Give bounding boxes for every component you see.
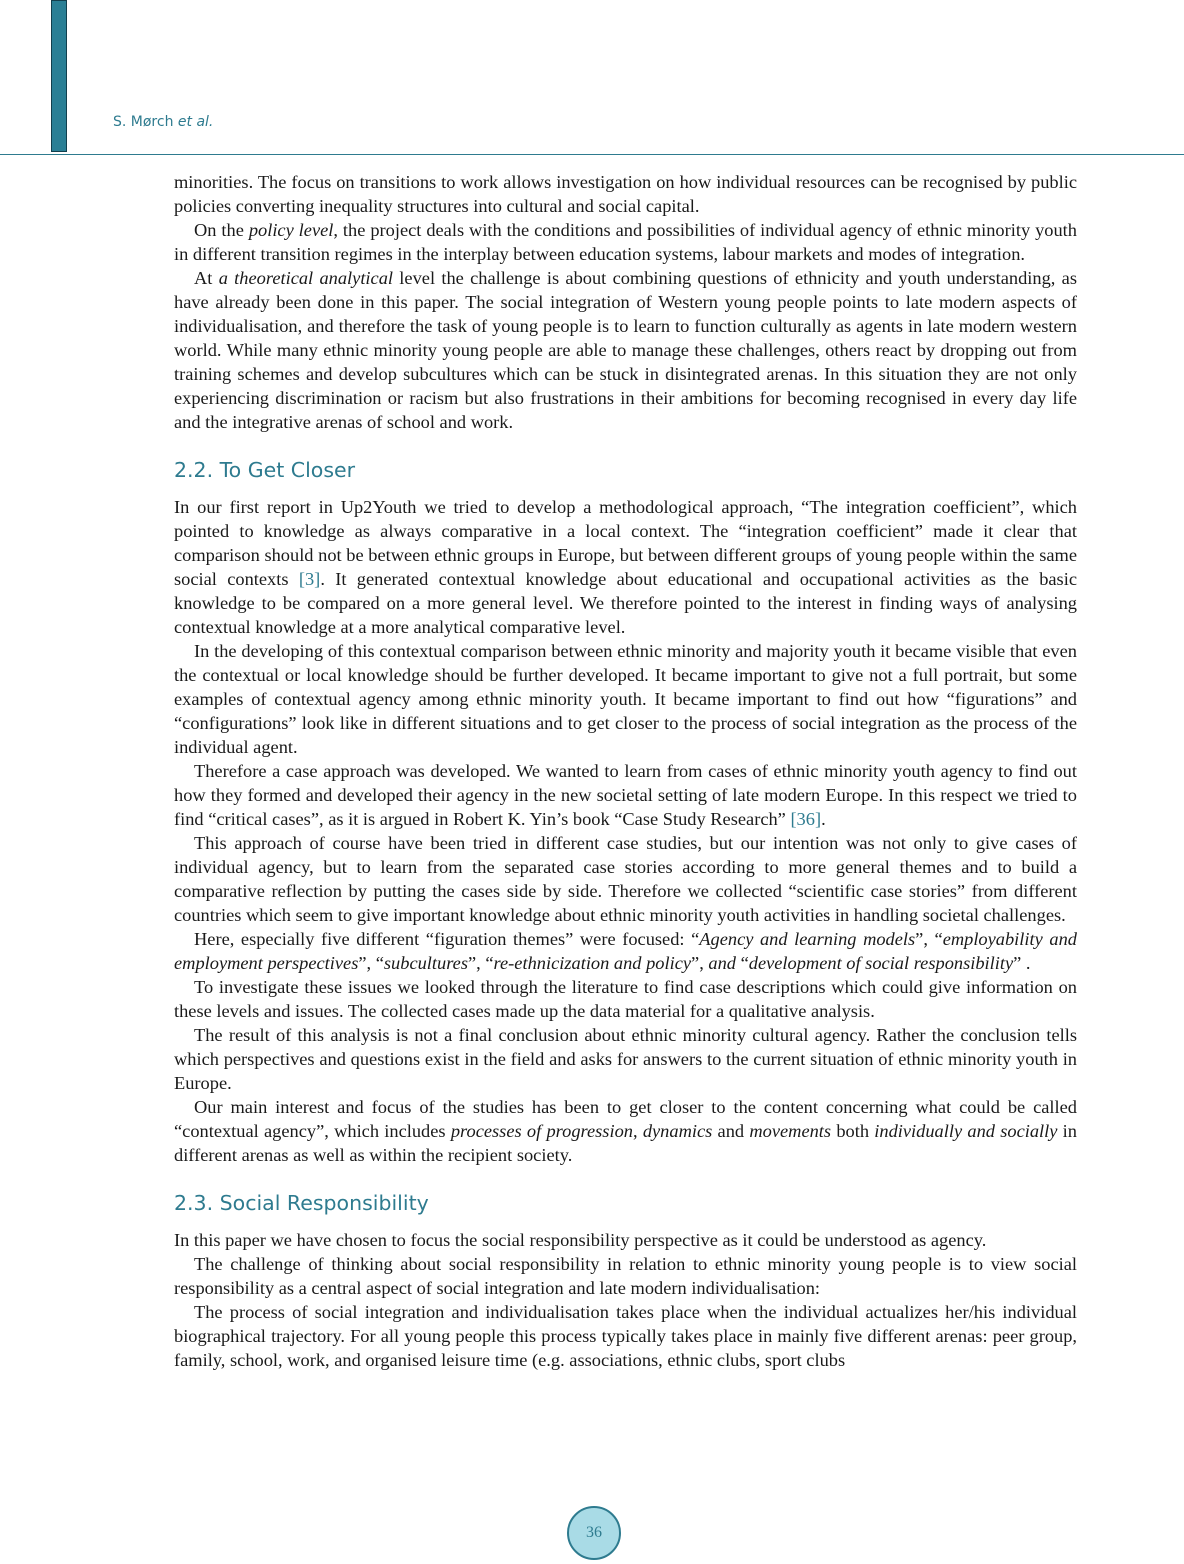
section-heading: 2.3. Social Responsibility <box>174 1191 429 1215</box>
paragraph: On the policy level, the project deals with the conditions and possibilities of individual agency of ethnic minority youth in different transition regimes in the interplay between education systems, labour markets and modes of integration. <box>174 220 1077 264</box>
header-accent-bar <box>51 0 67 152</box>
paragraph: The result of this analysis is not a final conclusion about ethnic minority cultural agency. Rather the conclusion tells which perspectives and questions exist in the field and asks for answers to the current situation of ethnic minority youth in Europe. <box>174 1025 1077 1093</box>
paragraph: In our first report in Up2Youth we tried to develop a methodological approach, “The integration coefficient”, which pointed to knowledge as always comparative in a local context. The “integration coefficient” made it clear that comparison should not be between ethnic groups in Europe, but between different groups of young people within the same social contexts [3]. It generated contextual knowledge about educational and occupational activities as the basic knowledge to be compared on a more general level. We therefore pointed to the interest in finding ways of analysing contextual knowledge at a more analytical comparative level. <box>174 497 1077 637</box>
author-name: S. Mørch <box>113 114 178 130</box>
article-body <box>174 170 1077 1372</box>
citation-link[interactable]: [3] <box>298 569 321 589</box>
paragraph: In this paper we have chosen to focus the social responsibility perspective as it could be understood as agency. <box>174 1230 987 1250</box>
header-rule <box>0 154 1184 155</box>
paragraph: At a theoretical analytical level the challenge is about combining questions of ethnicity and youth understanding, as have already been done in this paper. The social integration of Western young people points to late modern aspects of individualisation, and therefore the task of young people is to learn to function culturally as agents in late modern western world. While many ethnic minority young people are able to manage these challenges, others react by dropping out from training schemes and develop subcultures which can be stuck in disintegrated arenas. In this situation they are not only experiencing discrimination or racism but also frustrations in their ambitions for becoming recognised in every day life and the integrative arenas of school and work. <box>174 268 1077 432</box>
paragraph: In the developing of this contextual comparison between ethnic minority and majority youth it became visible that even the contextual or local knowledge should be further developed. It became important to give not a full portrait, but some examples of contextual agency among ethnic minority youth. It became important to find out how “figurations” and “configurations” look like in different situations and to get closer to the process of social integration as the process of the individual agent. <box>174 641 1077 757</box>
citation-link[interactable]: [36] <box>790 809 822 829</box>
paragraph: Our main interest and focus of the studies has been to get closer to the content concerning what could be called “contextual agency”, which includes processes of progression, dynamics and movements both individually and socially in different arenas as well as within the recipient society. <box>174 1097 1077 1165</box>
paragraph: This approach of course have been tried in different case studies, but our intention was not only to give cases of individual agency, but to learn from the separated case stories according to more general themes and to build a comparative reflection by putting the cases side by side. Therefore we collected “scientific case stories” from different countries which seem to give important knowledge about ethnic minority youth activities in handling societal challenges. <box>174 833 1077 925</box>
paragraph: Therefore a case approach was developed. We wanted to learn from cases of ethnic minority youth agency to find out how they formed and developed their agency in the new societal setting of late modern Europe. In this respect we tried to find “critical cases”, as it is argued in Robert K. Yin’s book “Case Study Research” [36]. <box>174 761 1077 829</box>
paragraph: minorities. The focus on transitions to work allows investigation on how individual resources can be recognised by public policies converting inequality structures into cultural and social capital. <box>174 172 1077 216</box>
section-heading: 2.2. To Get Closer <box>174 458 356 482</box>
paragraph: The process of social integration and individualisation takes place when the individual actualizes her/his individual biographical trajectory. For all young people this process typically takes place in mainly five different arenas: peer group, family, school, work, and organised leisure time (e.g. associations, ethnic clubs, sport clubs <box>174 1302 1077 1370</box>
running-head <box>113 114 213 130</box>
paragraph: To investigate these issues we looked through the literature to find case descriptions which could give information on these levels and issues. The collected cases made up the data material for a qualitative analysis. <box>174 977 1077 1021</box>
page-number: 36 <box>567 1506 621 1560</box>
paragraph: Here, especially five different “figuration themes” were focused: “Agency and learning models”, “employability and employment perspectives”, “subcultures”, “re-ethnicization and policy”, and “development of social responsibility” . <box>174 929 1077 973</box>
paragraph: The challenge of thinking about social responsibility in relation to ethnic minority young people is to view social responsibility as a central aspect of social integration and late modern individualisation: <box>174 1254 1077 1298</box>
author-suffix: et al. <box>177 114 214 130</box>
